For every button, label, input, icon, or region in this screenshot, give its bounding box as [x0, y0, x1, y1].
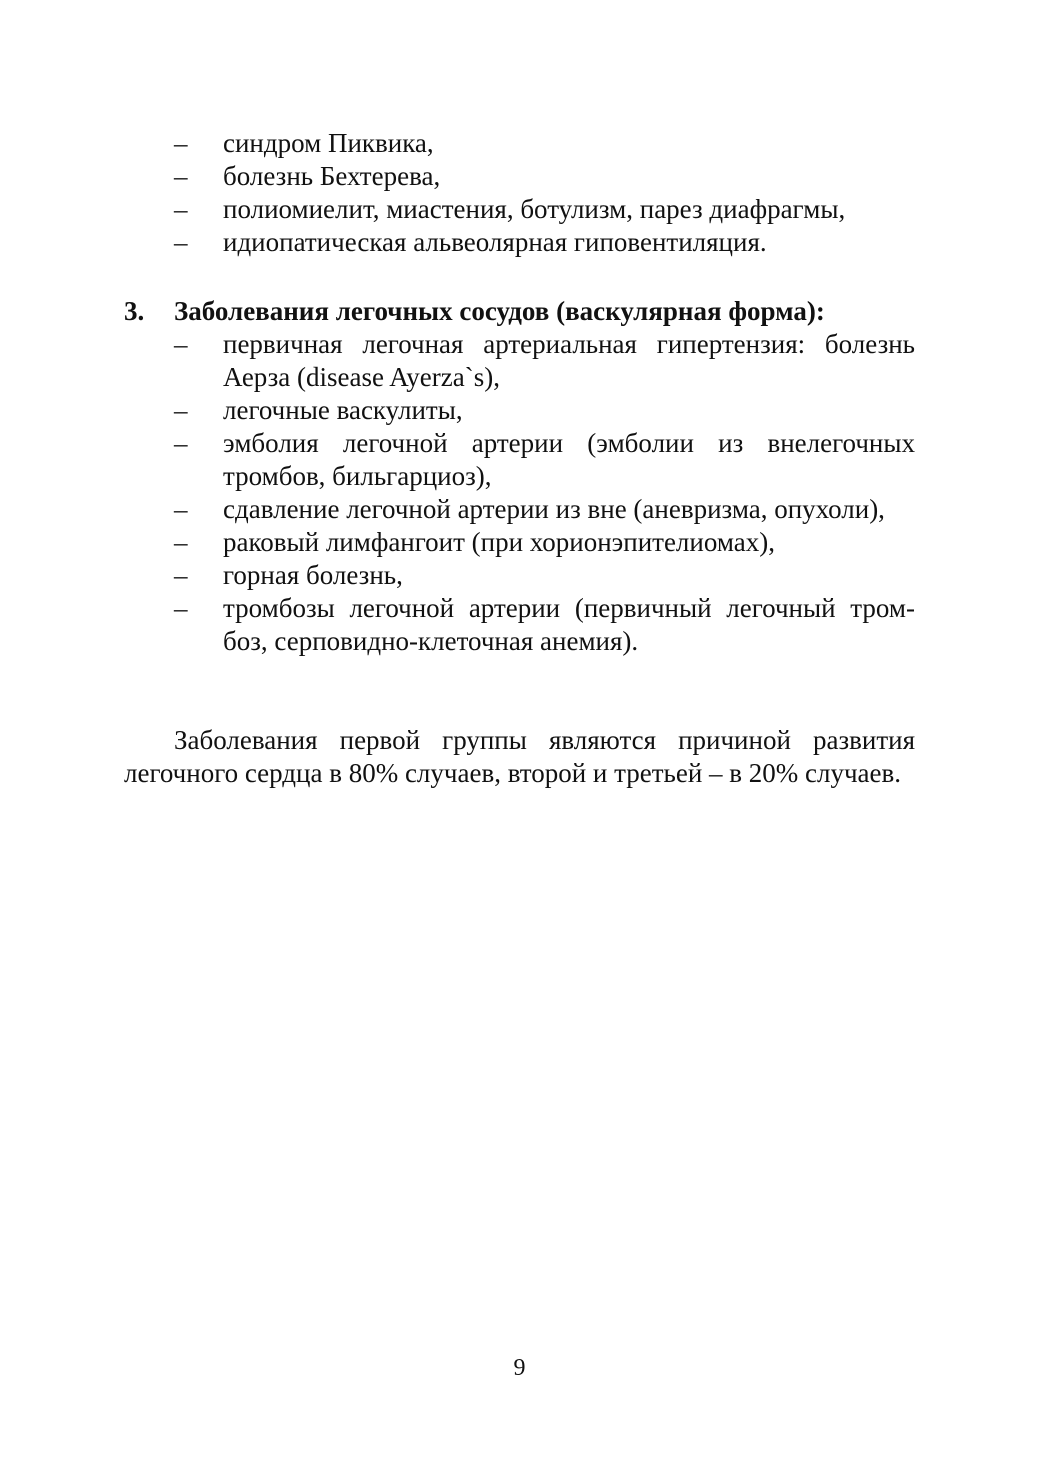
list-item	[0, 127, 1039, 160]
list-dash: –	[174, 227, 188, 257]
list-dash: –	[174, 593, 188, 623]
list-item	[0, 493, 1039, 526]
list-item-text: эмболия легочной артерии (эмболии из внелегочных тромбов, бильгарциоз),	[223, 428, 915, 491]
list-dash: –	[174, 560, 188, 590]
list-item	[0, 160, 1039, 193]
section-title: Заболевания легочных сосудов (васкулярная форма):	[174, 296, 825, 326]
list-dash: –	[174, 395, 188, 425]
page-number: 9	[513, 1355, 526, 1381]
list-dash: –	[174, 329, 188, 359]
list-item-text: раковый лимфангоит (при хорионэпителиомах),	[223, 527, 775, 557]
syndrome-list	[0, 127, 1039, 259]
list-item-text: сдавление легочной артерии из вне (аневризма, опухоли),	[223, 494, 885, 524]
list-dash: –	[174, 494, 188, 524]
list-item-text: полиомиелит, миастения, ботулизм, парез диафрагмы,	[223, 194, 846, 224]
list-dash: –	[174, 527, 188, 557]
list-item	[0, 427, 1039, 493]
list-item	[0, 193, 1039, 226]
summary-paragraph: Заболевания первой группы являются причиной развития легочного сердца в 80% случаев, второй и третьей – в 20% случаев.	[124, 725, 915, 788]
list-item-text: синдром Пиквика,	[223, 128, 434, 158]
list-item	[0, 328, 1039, 394]
list-item-text: тромбозы легочной артерии (первичный легочный тром-боз, серповидно-клеточная анемия).	[223, 593, 915, 656]
list-item	[0, 526, 1039, 559]
section-number: 3.	[124, 296, 145, 326]
list-dash: –	[174, 161, 188, 191]
vascular-disease-list	[0, 328, 1039, 658]
list-item	[0, 592, 1039, 658]
list-dash: –	[174, 194, 188, 224]
list-item-text: болезнь Бехтерева,	[223, 161, 441, 191]
list-item-text: первичная легочная артериальная гипертензия: болезнь Аерза (disease Ayerza`s),	[223, 329, 915, 392]
list-item	[0, 394, 1039, 427]
list-item	[0, 226, 1039, 259]
list-dash: –	[174, 428, 188, 458]
list-dash: –	[174, 128, 188, 158]
list-item-text: легочные васкулиты,	[223, 395, 463, 425]
list-item	[0, 559, 1039, 592]
list-item-text: горная болезнь,	[223, 560, 403, 590]
list-item-text: идиопатическая альвеолярная гиповентиляция.	[223, 227, 767, 257]
